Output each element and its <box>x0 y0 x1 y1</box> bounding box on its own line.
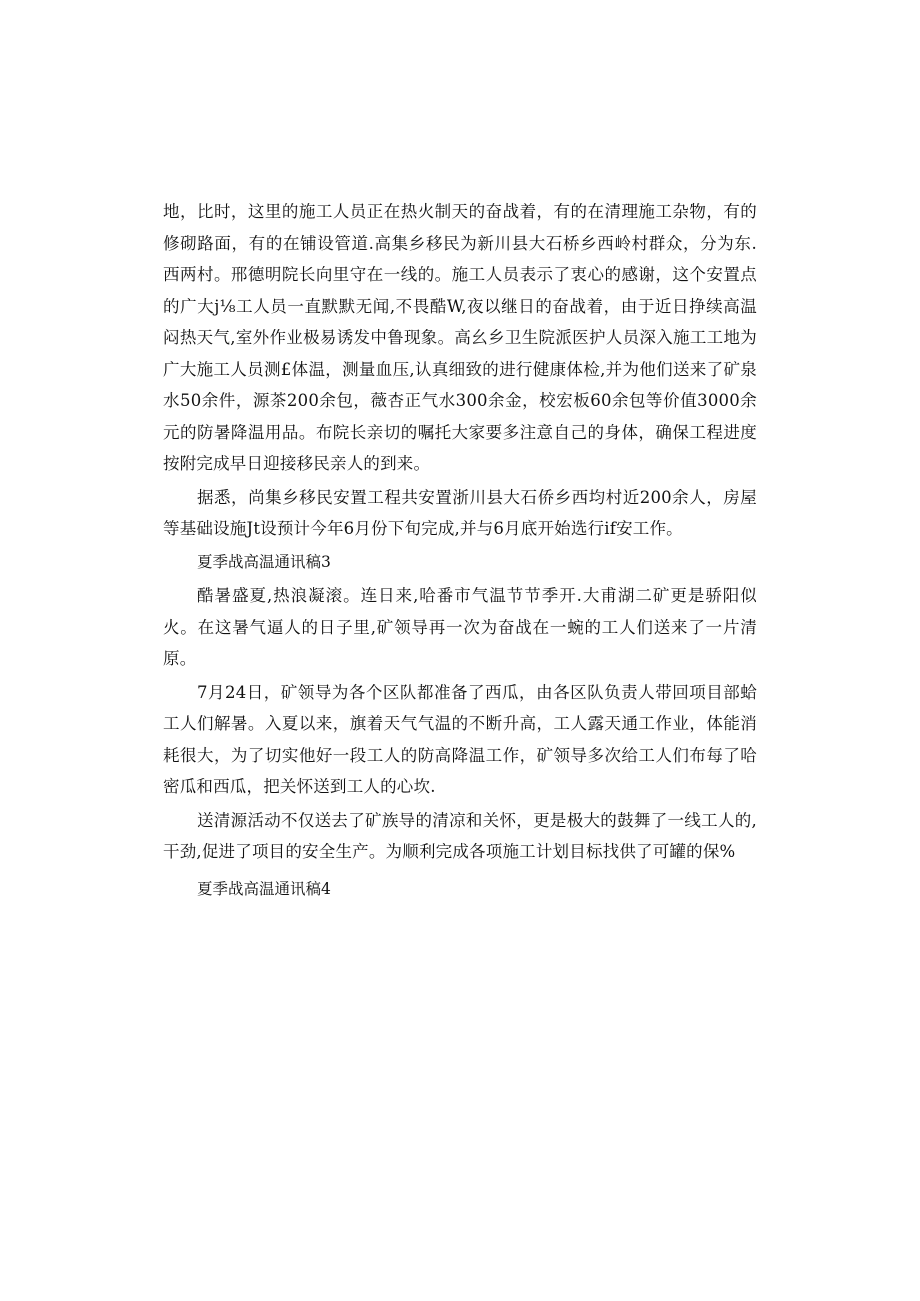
paragraph-3: 酷暑盛夏,热浪凝滚。连日来,哈番市气温节节季开.大甫湖二矿更是骄阳似火。在这暑气逼人的日子里,矿领导再一次为奋战在一蜿的工人们送来了一片清原。 <box>163 586 757 668</box>
paragraph-4: 7月24日，矿领导为各个区队都准备了西瓜，由各区队负责人带回项目部蛤工人们解暑。入夏以来，旗着天气气温的不断升高，工人露天通工作业，体能消耗很大，为了切实他好一段工人的防高降温工作，矿领导多次给工人们布每了哈密瓜和西瓜，把关怀送到工人的心坎. <box>163 682 757 796</box>
paragraph-2: 据悉，尚集乡移民安置工程共安置浙川县大石侨乡西均村近200余人，房屋等基础设施Jt设预计今年6月份下旬完成,并与6月底开始选行if安工作。 <box>163 487 757 538</box>
section-heading-3: 夏季战高温通讯稿3 <box>197 552 331 571</box>
section-heading-4: 夏季战高温通讯稿4 <box>197 879 331 898</box>
paragraph-1: 地，比时，这里的施工人员正在热火制天的奋战着，有的在清理施工杂物，有的修砌路面，有的在铺设管道.高集乡移民为新川县大石桥乡西岭村群众，分为东.西两村。邢德明院长向里守在一线的。施工人员表示了衷心的感谢，这个安置点的广大j⅛工人员一直默默无闻,不畏酷W,夜以继日的奋战着，由于近日挣续高温闷热天气,室外作业极易诱发中鲁现象。高幺乡卫生院派医护人员深入施工工地为广大施工人员测£体温，测量血压,认真细致的进行健康体检,并为他们送来了矿泉水50余件，源茶200余包，薇杏正气水300余金，校宏板60余包等价值3000余元的防暑降温用品。布院长亲切的嘱托大家要多注意自己的身体，确保工程进度按附完成早日迎接移民亲人的到来。 <box>163 202 757 473</box>
document-body <box>163 196 757 907</box>
paragraph-5: 送清源活动不仅送去了矿族导的清凉和关怀，更是极大的鼓舞了一线工人的,干劲,促进了项目的安全生产。为顺利完成各项施工计划目标找供了可罐的保% <box>163 810 757 861</box>
